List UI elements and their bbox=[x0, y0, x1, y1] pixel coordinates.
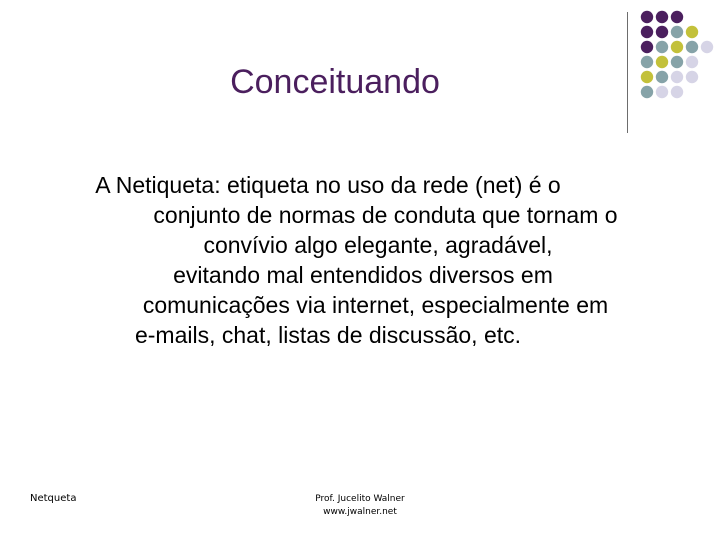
body-line: convívio algo elegante, agradável, bbox=[203, 232, 553, 258]
decorative-dot bbox=[671, 86, 683, 98]
dot-grid-decoration bbox=[640, 10, 720, 120]
slide-title: Conceituando bbox=[230, 63, 440, 101]
decorative-dot bbox=[641, 71, 653, 83]
divider-line bbox=[627, 12, 628, 133]
body-line: A Netiqueta: etiqueta no uso da rede (net) é o bbox=[95, 172, 561, 198]
decorative-dot bbox=[686, 26, 698, 38]
decorative-dot bbox=[686, 71, 698, 83]
decorative-dot bbox=[671, 56, 683, 68]
decorative-dot bbox=[656, 11, 668, 23]
decorative-dot bbox=[701, 41, 713, 53]
decorative-dot bbox=[671, 71, 683, 83]
decorative-dot bbox=[671, 11, 683, 23]
footer-center bbox=[290, 493, 430, 519]
decorative-dot bbox=[656, 41, 668, 53]
decorative-dot bbox=[656, 71, 668, 83]
decorative-dot bbox=[686, 41, 698, 53]
decorative-dot bbox=[656, 86, 668, 98]
footer-website: www.jwalner.net bbox=[323, 507, 397, 517]
decorative-dot bbox=[671, 41, 683, 53]
decorative-dot bbox=[656, 26, 668, 38]
decorative-dot bbox=[686, 56, 698, 68]
body-line: conjunto de normas de conduta que tornam o bbox=[153, 202, 618, 228]
decorative-dot bbox=[641, 11, 653, 23]
footer-left: Netqueta bbox=[30, 493, 77, 504]
footer-author: Prof. Jucelito Walner bbox=[315, 494, 405, 504]
decorative-dot bbox=[656, 56, 668, 68]
decorative-dot bbox=[641, 41, 653, 53]
body-line: e-mails, chat, listas de discussão, etc. bbox=[134, 322, 522, 348]
body-text bbox=[58, 170, 678, 350]
body-line: comunicações via internet, especialmente em bbox=[142, 292, 609, 318]
decorative-dot bbox=[641, 56, 653, 68]
decorative-dot bbox=[641, 26, 653, 38]
body-line: evitando mal entendidos diversos em bbox=[173, 262, 553, 288]
decorative-dot bbox=[671, 26, 683, 38]
decorative-dot bbox=[641, 86, 653, 98]
